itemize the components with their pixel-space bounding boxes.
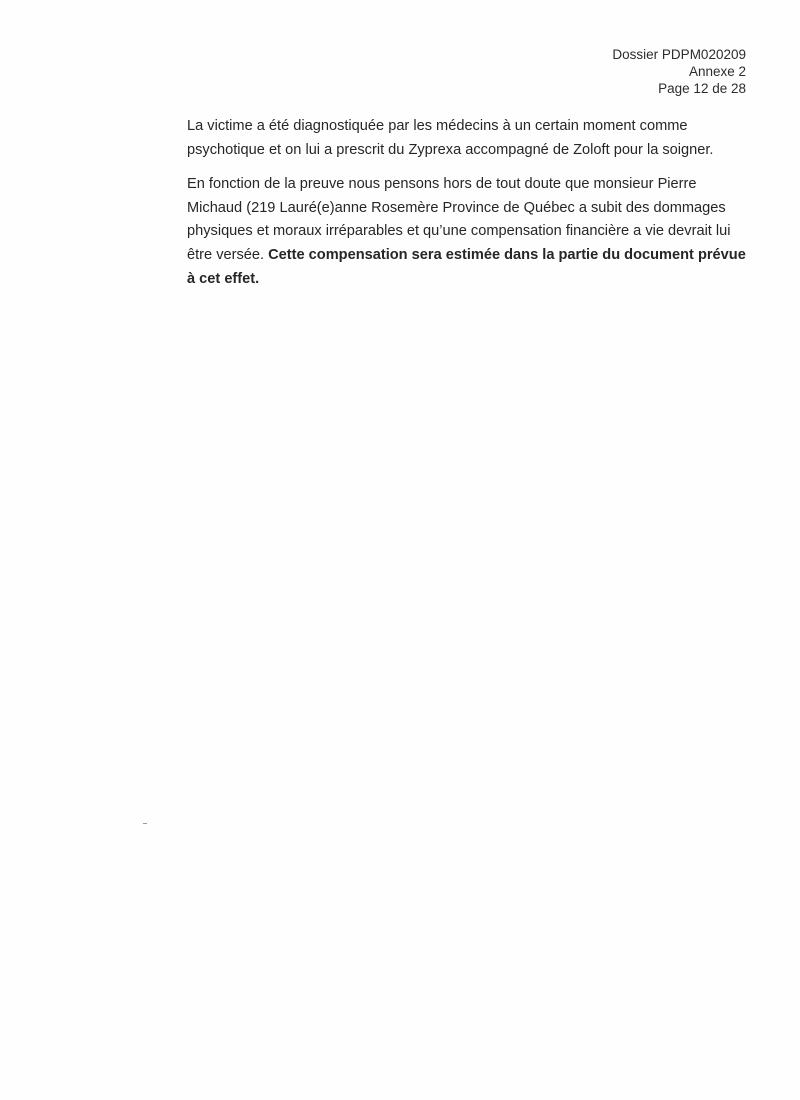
paragraph-conclusion-bold-text: Cette compensation sera estimée dans la partie du document prévue à cet effet. — [187, 246, 746, 287]
document-body — [187, 115, 747, 302]
paragraph-conclusion-text: En fonction de la preuve nous pensons hors de tout doute que monsieur Pierre Michaud (219 Lauré(e)anne Rosemère Province de Québec a subit des dommages physiques et moraux irréparables et qu’une compensation financière a vie devrait lui être versée. — [187, 176, 731, 263]
paragraph-diagnosis-text: La victime a été diagnostiquée par les médecins à un certain moment comme psychotique et on lui a prescrit du Zyprexa accompagné de Zoloft pour la soigner. — [187, 118, 714, 158]
dossier-reference: Dossier PDPM020209 — [612, 47, 746, 62]
scan-speck — [143, 823, 147, 824]
page-number: Page 12 de 28 — [658, 81, 746, 96]
paragraph-conclusion — [187, 173, 747, 291]
page-header — [612, 46, 746, 97]
paragraph-diagnosis — [187, 115, 747, 162]
annex-label: Annexe 2 — [688, 64, 746, 79]
